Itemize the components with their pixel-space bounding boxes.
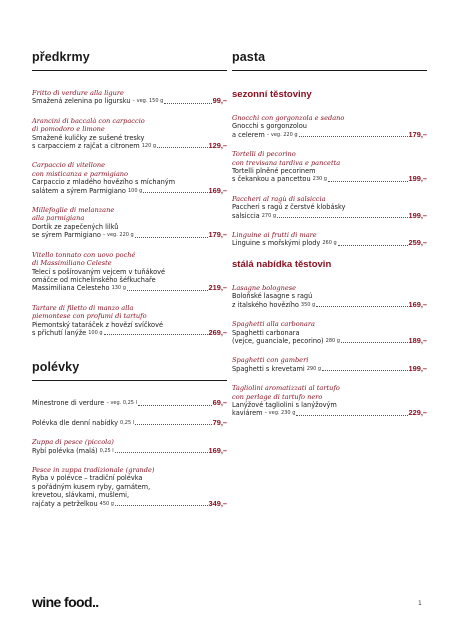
menu-item-portion: – veg. 230 g [264, 410, 296, 417]
menu-item-description: Minestrone di verdure [32, 399, 105, 408]
menu-item-description: Dortík ze zapečených lilků [32, 222, 119, 231]
menu-item [32, 438, 227, 455]
menu-item-portion: – veg. 220 g [102, 232, 134, 239]
menu-item-price: 169,– [208, 185, 227, 195]
menu-item-portion: 100 g [88, 329, 103, 336]
menu-item [32, 419, 227, 427]
menu-item-portion: 290 g [306, 365, 322, 372]
menu-item [232, 384, 427, 418]
menu-item-price-line [32, 447, 227, 455]
leader-dots [135, 237, 208, 238]
menu-item-italian-name: Pesce in zuppa tradizionale (grande) [32, 465, 155, 474]
menu-item-description: Spaghetti s krevetami [232, 364, 305, 373]
menu-item-price-line [32, 500, 227, 508]
menu-item-description: Polévka dle denní nabídky [32, 418, 119, 427]
logo-dots: .. [91, 594, 99, 610]
leader-dots [138, 405, 212, 406]
section-divider [232, 70, 427, 71]
leader-dots [316, 306, 407, 307]
menu-item-price-line [232, 131, 427, 139]
menu-item-price-line [32, 187, 227, 195]
menu-item-description: omáčce od michelinského šéfkuchaře [32, 275, 156, 284]
menu-item-price-line [32, 97, 227, 105]
menu-item-portion: 0,25 l [120, 419, 135, 426]
menu-item-description: Boloňské lasagne s ragú [232, 292, 313, 301]
menu-item [232, 284, 427, 309]
menu-item-description: a celerem [232, 130, 265, 139]
menu-item-price: 169,– [208, 445, 227, 455]
menu-item-italian-name: Arancini di baccalà con carpaccio [32, 116, 145, 125]
logo-text: wine food [32, 594, 92, 610]
leader-dots [328, 181, 408, 182]
menu-item-description: Linguine s mořskými plody [232, 239, 321, 248]
menu-item [232, 320, 427, 345]
menu-item-portion: 280 g [325, 337, 340, 344]
menu-item-price: 69,– [212, 398, 227, 408]
menu-item [232, 114, 427, 139]
menu-item-price: 259,– [408, 238, 427, 248]
leader-dots [115, 505, 208, 506]
left-column [32, 50, 227, 519]
menu-item-italian-name: Millefoglie di melanzane [32, 206, 115, 215]
menu-item-price-line [232, 212, 427, 220]
menu-item-portion: – veg. 0,25 l [106, 400, 137, 407]
menu-item-description: s čekankou a pancettou [232, 175, 311, 184]
stala-list [232, 284, 427, 418]
subsection-title-sezonni: sezonní těstoviny [232, 89, 312, 100]
menu-item [32, 117, 227, 151]
menu-item-price-line [32, 142, 227, 150]
leader-dots [277, 217, 407, 218]
menu-item-description: salsiccia [232, 211, 260, 220]
menu-item-description: Ryba v polévce – tradiční polévka [32, 474, 143, 483]
menu-item-description: s příchutí lanýže [32, 328, 87, 337]
menu-item-italian-name: Gnocchi con gorgonzola e sedano [232, 114, 345, 122]
menu-item-description: rajčaty a petrželkou [32, 499, 98, 508]
section-divider [32, 70, 227, 71]
menu-item-price: 189,– [408, 335, 427, 345]
leader-dots [135, 424, 211, 425]
menu-item [32, 251, 227, 293]
menu-item-italian-name: con perlage di tartufo nero [232, 392, 323, 401]
menu-item-italian-name: Paccheri al ragù di salsiccia [232, 194, 326, 203]
menu-item-description: Spaghetti carbonara [232, 328, 300, 337]
right-column [232, 50, 427, 429]
menu-item-description: (vejce, guanciale, pecorino) [232, 336, 324, 345]
menu-item-italian-name: Tartare di filetto di manzo alla [32, 303, 134, 312]
section-divider [32, 380, 227, 381]
section-title-predkrmy: předkrmy [32, 50, 90, 64]
menu-item-price: 169,– [408, 299, 427, 309]
menu-item-description: Telecí s pošírovaným vejcem v tuňákové [32, 267, 166, 276]
menu-item-price: 229,– [408, 408, 427, 418]
menu-item-description: Massimiliana Celesteho [32, 284, 110, 293]
menu-item-price-line [232, 175, 427, 183]
menu-item-price-line [32, 284, 227, 292]
menu-item-price-line [232, 337, 427, 345]
menu-item-description: Gnocchi s gorgonzolou [232, 122, 307, 131]
menu-item-portion: 0,25 l [99, 447, 114, 454]
menu-item-price-line [32, 329, 227, 337]
predkrmy-list [32, 89, 227, 337]
menu-item-price-line [32, 399, 227, 407]
leader-dots [338, 245, 408, 246]
leader-dots [296, 415, 407, 416]
leader-dots [143, 192, 207, 193]
page-number: 1 [418, 600, 422, 607]
subsection-title-stala: stálá nabídka těstovin [232, 258, 332, 270]
menu-item [232, 195, 427, 220]
menu-item-description: se sýrem Parmigiano [32, 231, 101, 240]
leader-dots [299, 136, 408, 137]
menu-item-italian-name: Tagliolini aromatizzati al tartufo [232, 384, 340, 393]
menu-item-price-line [32, 231, 227, 239]
menu-item-italian-name: Lasagne bolognese [232, 283, 297, 292]
menu-item [32, 399, 227, 407]
menu-item-italian-name: alla parmigiana [32, 214, 85, 223]
leader-dots [115, 452, 208, 453]
menu-item-italian-name: Linguine ai frutti di mare [232, 231, 317, 240]
menu-item-portion: 260 g [322, 240, 337, 247]
menu-item-description: Paccheri s ragú z čerstvé klobásky [232, 203, 346, 212]
menu-item-portion: – veg. 150 g [132, 98, 164, 105]
menu-item-description: Smažené kuličky ze sušené tresky [32, 133, 145, 142]
menu-item-price: 199,– [408, 174, 427, 184]
menu-item-price-line [232, 365, 427, 373]
menu-item-description: Tortelli plněné pecorinem [232, 167, 316, 176]
menu-item [232, 356, 427, 373]
menu-item-portion: 120 g [141, 143, 157, 150]
leader-dots [341, 342, 408, 343]
section-title-pasta: pasta [232, 50, 266, 64]
menu-item-price: 199,– [408, 363, 427, 373]
menu-item-price: 179,– [208, 230, 227, 240]
menu-item-portion: 450 g [99, 500, 114, 507]
menu-item-price: 219,– [208, 283, 227, 293]
menu-item-price-line [32, 419, 227, 427]
leader-dots [157, 147, 207, 148]
menu-item-italian-name: Zuppa di pesce (piccola) [32, 438, 114, 447]
menu-item-price: 349,– [208, 498, 227, 508]
leader-dots [127, 290, 208, 291]
menu-item [32, 206, 227, 240]
menu-item-portion: 350 g [300, 301, 316, 308]
menu-item-price: 129,– [208, 141, 227, 151]
menu-item-italian-name: Carpaccio di vitellone [32, 161, 105, 170]
menu-item [32, 466, 227, 508]
wine-food-logo [32, 594, 99, 610]
menu-item-description: s pořádným kusem ryby, garnátem, [32, 482, 151, 491]
menu-item-italian-name: Tortelli di pecorino [232, 150, 296, 159]
leader-dots [104, 334, 208, 335]
menu-item [232, 231, 427, 248]
menu-item-price-line [232, 301, 427, 309]
section-title-polevky: polévky [32, 360, 80, 375]
leader-dots [322, 370, 407, 371]
menu-item-description: Piemontský tataráček z hovězí svíčkové [32, 320, 164, 329]
menu-item-portion: 230 g [312, 176, 327, 183]
menu-item-italian-name: di Massimiliano Celeste [32, 259, 112, 268]
menu-item-italian-name: con trevisana tardiva e pancetta [232, 158, 341, 167]
polevky-list [32, 399, 227, 508]
menu-item-price: 269,– [208, 327, 227, 337]
menu-item-italian-name: con misticanza e parmigiano [32, 169, 129, 178]
menu-item-price-line [232, 409, 427, 417]
menu-item-portion: 100 g [127, 187, 143, 194]
menu-item-price-line [232, 239, 427, 247]
menu-item [32, 89, 227, 106]
menu-item-italian-name: di pomodoro e limone [32, 125, 105, 134]
menu-item-portion: 270 g [261, 212, 277, 219]
menu-item-italian-name: Spaghetti con gamberi [232, 356, 309, 365]
menu-item-price: 199,– [408, 210, 427, 220]
menu-item-description: Rybí polévka (malá) [32, 446, 98, 455]
menu-item-description: z italského hovězího [232, 300, 299, 309]
menu-item [232, 150, 427, 184]
menu-item-description: kaviárem [232, 409, 263, 418]
menu-item [32, 304, 227, 338]
menu-item-description: Carpaccio z mladého hovězího s míchaným [32, 178, 176, 187]
menu-item-description: s carpacciem z rajčat a citronem [32, 142, 140, 151]
menu-item-price: 99,– [212, 96, 227, 106]
menu-item-price: 179,– [408, 129, 427, 139]
menu-item-description: Smažená zelenina po ligursku [32, 97, 131, 106]
menu-item [32, 161, 227, 195]
sezonni-list [232, 114, 427, 248]
menu-item-description: krevetou, slávkami, mušlemi, [32, 491, 130, 500]
menu-item-italian-name: Spaghetti alla carbonara [232, 320, 315, 329]
menu-item-portion: 130 g [111, 285, 126, 292]
menu-item-italian-name: Fritto di verdure alla ligure [32, 89, 124, 97]
leader-dots [164, 103, 211, 104]
menu-item-description: salátem a sýrem Parmigiano [32, 186, 126, 195]
menu-item-italian-name: piemontese con profumi di tartufo [32, 312, 147, 321]
menu-item-description: Lanýžové tagliolini s lanýžovým [232, 400, 337, 409]
menu-item-italian-name: Vitello tonnato con uovo poché [32, 250, 136, 259]
menu-item-portion: – veg. 220 g [266, 131, 298, 138]
menu-item-price: 79,– [212, 417, 227, 427]
